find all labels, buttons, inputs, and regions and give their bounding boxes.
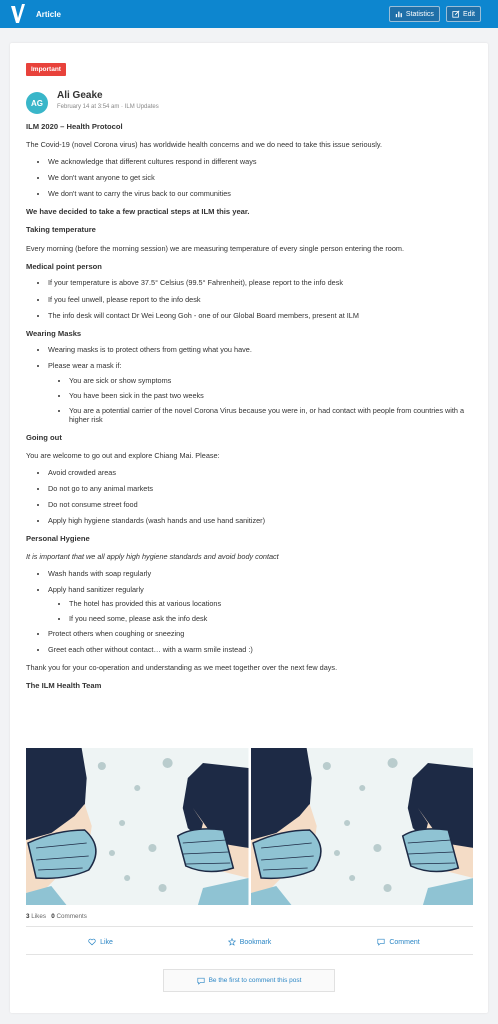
list-item: • Wearing masks is to protect others from getting what you have. <box>48 345 476 354</box>
masks-list <box>26 345 476 424</box>
comment-icon <box>197 977 205 985</box>
statistics-label: Statistics <box>405 10 434 18</box>
list-item: • If your temperature is above 37.5° Celsius (99.5° Fahrenheit), please report to the info desk <box>48 278 476 287</box>
post-stats <box>26 913 87 920</box>
intro-list <box>26 157 476 198</box>
decision-text: We have decided to take a few practical steps at ILM this year. <box>26 206 250 216</box>
list-item: • You have been sick in the past two weeks <box>69 391 476 400</box>
section-text: It is important that we all apply high hygiene standards and avoid body contact <box>26 552 279 562</box>
list-item: • Do not go to any animal markets <box>48 484 476 493</box>
avatar[interactable]: AG <box>26 92 48 114</box>
list-item: • You are sick or show symptoms <box>69 376 476 385</box>
bar-chart-icon <box>395 10 403 18</box>
divider <box>26 926 473 927</box>
article-card <box>10 43 488 1013</box>
list-item: • The info desk will contact Dr Wei Leong Goh - one of our Global Board members, present at ILM <box>48 311 476 320</box>
intro-text: The Covid-19 (novel Corona virus) has worldwide health concerns and we do need to take this issue seriously. <box>26 140 382 150</box>
first-comment-label: Be the first to comment this post <box>208 977 302 984</box>
list-item <box>48 361 476 424</box>
article-images <box>26 748 473 905</box>
comment-label: Comment <box>389 938 420 946</box>
hygiene-sublist <box>48 599 476 623</box>
author-name[interactable]: Ali Geake <box>57 90 103 101</box>
like-button[interactable] <box>26 932 175 952</box>
comments-label[interactable]: Comments <box>56 913 87 920</box>
list-item: • Apply high hygiene standards (wash hands and use hand sanitizer) <box>48 516 476 525</box>
going-out-list <box>26 468 476 525</box>
section-heading: Taking temperature <box>26 225 96 235</box>
post-actions <box>26 932 473 952</box>
comment-icon <box>377 938 385 946</box>
topbar-actions <box>389 6 481 22</box>
section-heading: Personal Hygiene <box>26 533 90 543</box>
top-bar <box>0 0 498 28</box>
thanks-text: Thank you for your co-operation and understanding as we meet together over the next few days. <box>26 663 338 673</box>
list-item: • Protect others when coughing or sneezing <box>48 629 476 638</box>
section-text: You are welcome to go out and explore Chiang Mai. Please: <box>26 451 220 461</box>
section-text: Every morning (before the morning session) we are measuring temperature of every single person entering the room. <box>26 243 405 253</box>
comments-count: 0 <box>51 913 55 920</box>
list-item: • If you feel unwell, please report to the info desk <box>48 295 476 304</box>
first-comment-button[interactable] <box>163 969 335 992</box>
article-title: ILM 2020 – Health Protocol <box>26 122 123 131</box>
list-item-text: Apply hand sanitizer regularly <box>48 584 144 594</box>
list-item: • Greet each other without contact… with a warm smile instead :) <box>48 645 476 654</box>
important-badge: Important <box>26 63 66 76</box>
section-heading: Going out <box>26 432 62 442</box>
face-mask-illustration-icon[interactable] <box>251 748 474 905</box>
page-title: Article <box>36 9 61 19</box>
divider <box>26 954 473 955</box>
likes-count: 3 <box>26 913 30 920</box>
app-logo-icon[interactable] <box>6 0 30 28</box>
comment-button[interactable] <box>324 932 473 952</box>
statistics-button[interactable] <box>389 6 440 22</box>
list-item: • We don't want to carry the virus back to our communities <box>48 189 476 198</box>
list-item: • Do not consume street food <box>48 500 476 509</box>
list-item-text: Please wear a mask if: <box>48 361 122 371</box>
post-meta: February 14 at 3:54 am · ILM Updates <box>57 104 159 110</box>
bookmark-label: Bookmark <box>239 938 272 946</box>
star-icon <box>228 938 236 946</box>
masks-sublist <box>48 376 476 424</box>
likes-label[interactable]: Likes <box>31 913 46 920</box>
list-item: • You are a potential carrier of the novel Corona Virus because you were in, or had contact with people from countries with a higher risk <box>69 406 476 424</box>
list-item <box>48 585 476 623</box>
edit-button[interactable] <box>446 6 481 22</box>
face-mask-illustration-icon[interactable] <box>26 748 249 905</box>
edit-label: Edit <box>462 10 475 18</box>
hygiene-list <box>26 569 476 655</box>
list-item: • Avoid crowded areas <box>48 468 476 477</box>
list-item: • The hotel has provided this at various locations <box>69 599 476 608</box>
signature: The ILM Health Team <box>26 681 102 691</box>
list-item: • If you need some, please ask the info desk <box>69 614 476 623</box>
edit-icon <box>452 10 460 18</box>
bookmark-button[interactable] <box>175 932 324 952</box>
list-item: • Wash hands with soap regularly <box>48 569 476 578</box>
like-label: Like <box>100 938 113 946</box>
list-item: • We don't want anyone to get sick <box>48 173 476 182</box>
article-body <box>26 122 476 691</box>
section-heading: Wearing Masks <box>26 328 82 338</box>
medical-list <box>26 278 476 319</box>
heart-icon <box>88 938 96 946</box>
section-heading: Medical point person <box>26 262 102 271</box>
list-item: • We acknowledge that different cultures respond in different ways <box>48 157 476 166</box>
